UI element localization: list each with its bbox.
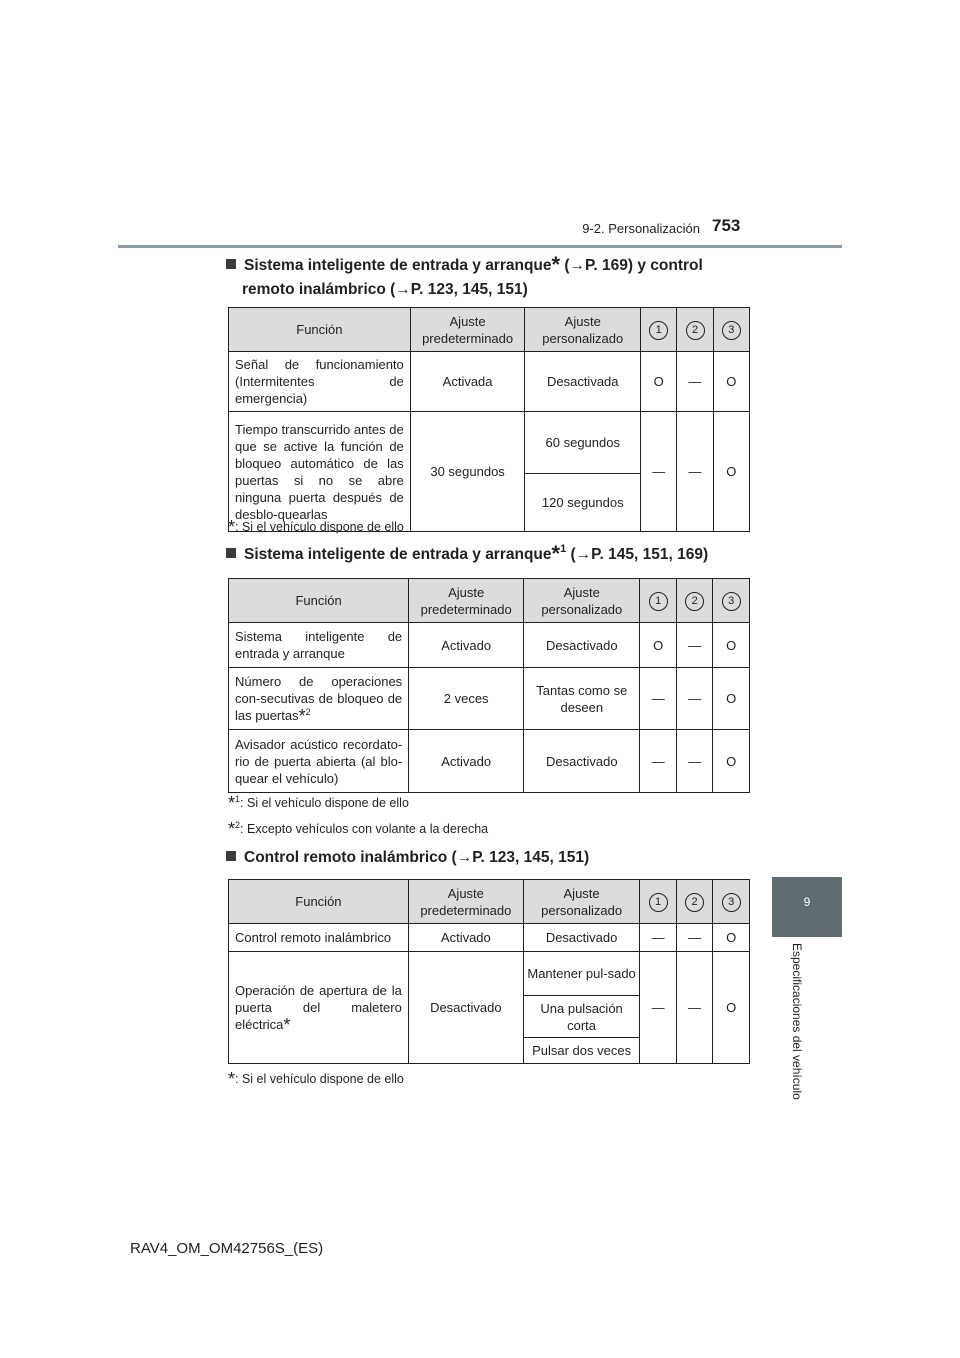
col-method-1 (640, 579, 677, 623)
col-ajuste-personalizado: Ajuste personalizado (523, 880, 639, 924)
circled-number-2-icon: 2 (685, 893, 704, 912)
chapter-number: 9 (803, 895, 811, 909)
circled-number-1-icon: 1 (649, 321, 668, 340)
document-code: RAV4_OM_OM42756S_(ES) (130, 1240, 324, 1257)
col-method-2 (677, 308, 713, 352)
section2-footnote-1: *$^1$: Si el vehículo dispone de ello (228, 793, 409, 813)
col-method-2 (676, 579, 713, 623)
table-row: Una pulsación corta (229, 996, 750, 1038)
section3-title: Control remoto inalámbrico (→P. 123, 145, 151) (226, 846, 746, 870)
square-bullet-icon (226, 548, 236, 558)
table-row: 120 segundos (229, 474, 750, 532)
table-row: Avisador acústico recordato-rio de puerta abierta (al blo-quear el vehículo) Activado Desactivado — — O (229, 730, 750, 793)
section2-title: Sistema inteligente de entrada y arranque*$^1$ (→P. 145, 151, 169) (226, 543, 746, 567)
col-method-3 (713, 308, 749, 352)
col-ajuste-predeterminado: Ajuste predeterminado (409, 579, 524, 623)
circled-number-3-icon: 3 (722, 321, 741, 340)
col-ajuste-predeterminado: Ajuste predeterminado (408, 880, 523, 924)
section1-table (228, 307, 750, 537)
table-row: Número de operaciones con-secutivas de bloqueo de las puertas*$^2$ 2 veces Tantas como se deseen — — O (229, 668, 750, 730)
table-header-row (229, 579, 750, 623)
chapter-label: Especificaciones del vehículo (790, 943, 804, 1100)
circled-number-2-icon: 2 (686, 321, 705, 340)
col-method-3 (713, 880, 750, 924)
section2-table (228, 578, 750, 793)
header-rule (118, 245, 842, 248)
table-row: Control remoto inalámbrico Activado Desactivado — — O (229, 924, 750, 952)
table-row: Pulsar dos veces (229, 1038, 750, 1064)
section3-table (228, 879, 750, 1064)
col-ajuste-personalizado: Ajuste personalizado (525, 308, 641, 352)
table-header-row (229, 308, 750, 352)
square-bullet-icon (226, 259, 236, 269)
section1-footnote: *: Si el vehículo dispone de ello (228, 517, 404, 537)
col-method-1 (640, 880, 677, 924)
col-method-1 (641, 308, 677, 352)
col-funcion: Función (229, 308, 411, 352)
section-header: 9-2. Personalización (582, 221, 700, 236)
circled-number-1-icon: 1 (649, 592, 668, 611)
col-funcion: Función (229, 880, 409, 924)
section2-footnote-2: *$^2$: Excepto vehículos con volante a la derecha (228, 819, 489, 839)
col-method-3 (713, 579, 750, 623)
chapter-tab (772, 877, 842, 937)
col-ajuste-predeterminado: Ajuste predeterminado (410, 308, 525, 352)
col-funcion: Función (229, 579, 409, 623)
square-bullet-icon (226, 851, 236, 861)
table-row: Tiempo transcurrido antes de que se active la función de bloqueo automático de las puertas si no se abre ninguna puerta después de desblo-quearlas 30 segundos 60 segundos — — O (229, 412, 750, 474)
page-number: 753 (712, 216, 741, 235)
table-header-row (229, 880, 750, 924)
table-row: Operación de apertura de la puerta del maletero eléctrica* Desactivado Mantener pul-sado — — O (229, 952, 750, 996)
table-row: Señal de funcionamiento (Intermitentes de emergencia) Activada Desactivada O — O (229, 352, 750, 412)
circled-number-3-icon: 3 (722, 592, 741, 611)
table-row: Sistema inteligente de entrada y arranque Activado Desactivado O — O (229, 623, 750, 668)
circled-number-3-icon: 3 (722, 893, 741, 912)
section1-title: Sistema inteligente de entrada y arranque* (→P. 169) y control remoto inalámbrico (→P. 123, 145, 151) (226, 254, 746, 302)
col-ajuste-personalizado: Ajuste personalizado (524, 579, 640, 623)
col-method-2 (676, 880, 713, 924)
section3-footnote: *: Si el vehículo dispone de ello (228, 1069, 404, 1089)
circled-number-2-icon: 2 (685, 592, 704, 611)
circled-number-1-icon: 1 (649, 893, 668, 912)
